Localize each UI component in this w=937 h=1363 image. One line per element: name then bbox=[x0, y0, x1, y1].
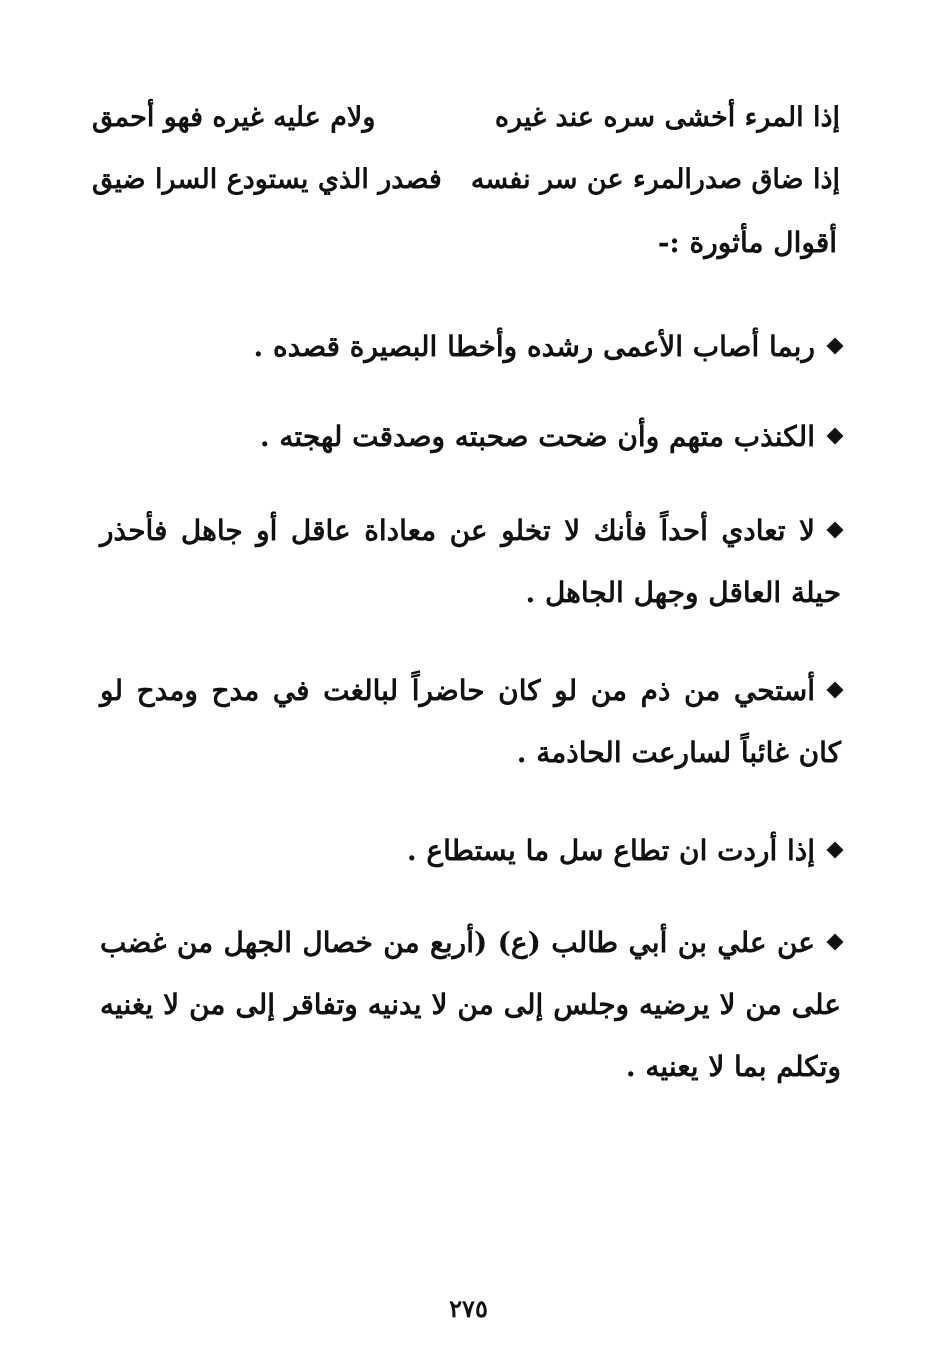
poem-verse bbox=[92, 86, 840, 148]
poem-verses bbox=[92, 86, 840, 210]
saying-text: لا تعادي أحداً فأنك لا تخلو عن معاداة عاقل أو جاهل فأحذر حيلة العاقل وجهل الجاهل . bbox=[100, 514, 841, 609]
verse-first-hemistich: إذا المرء أخشى سره عند غيره bbox=[494, 101, 840, 133]
saying-text: أستحي من ذم من لو كان حاضراً لبالغت في مدح ومدح لو كان غائباً لسارعت الحاذمة . bbox=[100, 674, 841, 769]
page-number: ٢٧٥ bbox=[449, 1294, 488, 1323]
diamond-bullet-icon bbox=[827, 933, 844, 950]
saying-text: الكنذب متهم وأن ضحت صحبته وصدقت لهجته . bbox=[259, 420, 815, 453]
verse-second-hemistich: ولام عليه غيره فهو أحمق bbox=[92, 101, 376, 133]
diamond-bullet-icon bbox=[827, 681, 844, 698]
verse-second-hemistich: فصدر الذي يستودع السرا ضيق bbox=[92, 163, 442, 195]
section-heading: أقوال مأثورة :- bbox=[657, 226, 837, 259]
saying-text: إذا أردت ان تطاع سل ما يستطاع . bbox=[406, 834, 815, 867]
poem-verse bbox=[92, 148, 840, 210]
saying-text: عن علي بن أبي طالب (ع) (أربع من خصال الجهل من غضب على من لا يرضيه وجلس إلى من لا يدنيه وتفاقر إلى من لا يغنيه وتكلم بما لا يعنيه . bbox=[100, 926, 841, 1083]
saying-item bbox=[100, 820, 841, 882]
saying-item bbox=[100, 660, 841, 784]
saying-item bbox=[100, 912, 841, 1098]
saying-item bbox=[100, 316, 841, 378]
verse-first-hemistich: إذا ضاق صدرالمرء عن سر نفسه bbox=[470, 163, 840, 195]
diamond-bullet-icon bbox=[827, 841, 844, 858]
saying-item bbox=[100, 500, 841, 624]
saying-text: ربما أصاب الأعمى رشده وأخطا البصيرة قصده . bbox=[253, 330, 815, 363]
diamond-bullet-icon bbox=[827, 521, 844, 538]
diamond-bullet-icon bbox=[827, 337, 844, 354]
saying-item bbox=[100, 406, 841, 468]
diamond-bullet-icon bbox=[827, 427, 844, 444]
